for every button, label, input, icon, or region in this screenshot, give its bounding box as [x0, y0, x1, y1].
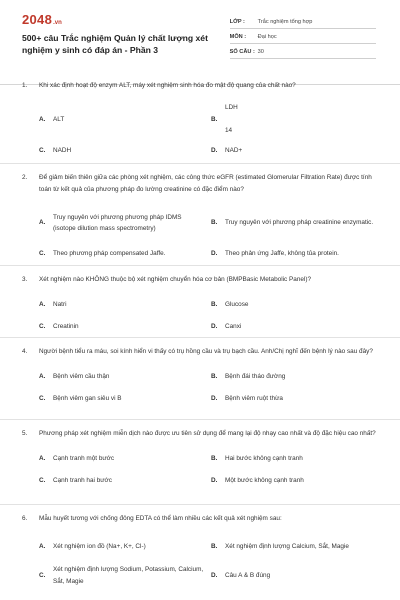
option-text: Bệnh đái tháo đường [225, 372, 286, 380]
option-text: Xét nghiệm ion đồ (Na+, K+, Cl-) [53, 542, 146, 550]
answer-option[interactable] [39, 203, 211, 243]
answer-option[interactable] [211, 388, 383, 410]
option-text: Bệnh viêm cầu thận [53, 372, 110, 380]
option-text: Hai bước không cạnh tranh [225, 454, 303, 462]
answer-option[interactable] [39, 470, 211, 492]
answer-option[interactable] [211, 100, 383, 140]
option-text: LDH 14 [225, 104, 238, 135]
question-header [22, 274, 378, 286]
meta-value: 30 [257, 49, 264, 55]
option-text: Xét nghiệm định lượng Sodium, Potassium, Calcium, Sắt, Magie [53, 566, 204, 585]
question-number: 4. [22, 348, 28, 355]
option-letter: D. [211, 476, 218, 484]
answer-option[interactable] [211, 203, 383, 243]
brand-block [22, 12, 230, 68]
option-text: Bệnh viêm ruột thừa [225, 394, 283, 402]
question-item [22, 513, 378, 591]
option-text: Cạnh tranh hai bước [53, 476, 112, 484]
option-letter: B. [211, 219, 218, 227]
answer-options [39, 366, 378, 410]
question-header [22, 428, 378, 440]
meta-label: MÔN : [229, 34, 247, 40]
document-title: 500+ câu Trắc nghiệm Quản lý chất lượng xét nghiệm y sinh có đáp án - Phần 3 [22, 33, 208, 55]
question-number: 6. [22, 515, 28, 522]
question-text: Xét nghiệm nào KHÔNG thuộc bộ xét nghiệm chuyển hóa cơ bản (BMPBasic Metabolic Panel)? [39, 276, 312, 283]
option-letter: A. [39, 300, 46, 308]
question-divider [0, 163, 400, 164]
option-text: Canxi [225, 322, 242, 330]
option-text: Một bước không cạnh tranh [225, 476, 304, 484]
answer-option[interactable] [211, 561, 383, 591]
option-text: Bệnh viêm gan siêu vi B [53, 394, 122, 402]
option-letter: D. [211, 322, 218, 330]
option-letter: A. [39, 542, 46, 550]
option-letter: C. [39, 394, 46, 402]
option-text: Truy nguyên với phương pháp creatinine enzymatic. [225, 219, 374, 227]
option-letter: A. [39, 219, 46, 227]
meta-row-class [230, 14, 376, 29]
logo-main-text: 2048 [22, 12, 53, 27]
logo-domain-text: .vn [53, 20, 62, 26]
question-divider [0, 265, 400, 266]
question-divider [0, 419, 400, 420]
question-header [22, 346, 378, 358]
option-text: Natri [53, 300, 67, 308]
answer-option[interactable] [211, 294, 383, 316]
meta-label: LỚP : [229, 19, 245, 25]
answer-option[interactable] [211, 366, 383, 388]
meta-row-subject [230, 29, 376, 44]
option-text: Theo phản ứng Jaffe, không tủa protein. [225, 250, 339, 258]
answer-options [39, 448, 378, 492]
option-letter: D. [211, 146, 218, 154]
answer-option[interactable] [39, 100, 211, 140]
option-text: Truy nguyên với phương phương pháp IDMS (isotope dilution mass spectrometry) [53, 213, 182, 233]
answer-option[interactable] [39, 294, 211, 316]
option-letter: C. [39, 571, 46, 579]
question-number: 2. [22, 174, 28, 181]
option-text: Creatinin [53, 322, 79, 330]
option-letter: D. [211, 250, 218, 258]
option-text: ALT [53, 115, 65, 123]
question-text: Để giảm biến thiên giữa các phòng xét nghiệm, các công thức eGFR (estimated Glomerular Filtration Rate) được tính toán từ kết quả của phương pháp đo lường creatinine có đặc điểm nào? [39, 174, 372, 193]
question-number: 1. [22, 82, 28, 89]
meta-label: SỐ CÂU : [229, 49, 255, 55]
question-header [22, 80, 378, 92]
answer-option[interactable] [211, 470, 383, 492]
meta-value: Đại học [257, 34, 277, 40]
site-logo[interactable] [22, 12, 230, 28]
answer-option[interactable] [211, 140, 383, 162]
answer-option[interactable] [211, 243, 383, 265]
option-letter: C. [39, 476, 46, 484]
answer-options [39, 100, 378, 162]
option-text: Cạnh tranh một bước [53, 454, 115, 462]
answer-options [39, 294, 378, 338]
question-divider [0, 337, 400, 338]
option-text: Câu A & B đúng [225, 571, 271, 579]
answer-option[interactable] [39, 533, 211, 561]
answer-option[interactable] [39, 140, 211, 162]
option-letter: A. [39, 454, 46, 462]
question-text: Khi xác định hoạt độ enzym ALT, máy xét nghiệm sinh hóa đo mật độ quang của chất nào? [39, 82, 296, 89]
question-text: Mẫu huyết tương với chống đông EDTA có thể làm nhiều các kết quả xét nghiệm sau: [39, 515, 282, 522]
question-number: 3. [22, 276, 28, 283]
answer-option[interactable] [211, 316, 383, 338]
question-item [22, 274, 378, 338]
question-divider [0, 504, 400, 505]
option-letter: B. [211, 372, 218, 380]
option-text: Xét nghiệm định lượng Calcium, Sắt, Magie [225, 542, 349, 550]
question-number: 5. [22, 430, 28, 437]
question-item [22, 172, 378, 265]
answer-option[interactable] [39, 366, 211, 388]
question-text: Phương pháp xét nghiệm miễn dịch nào được ưu tiên sử dụng để mang lại độ nhạy cao nhất và độ đặc hiệu cao nhất? [39, 430, 376, 437]
answer-option[interactable] [39, 388, 211, 410]
answer-options [39, 533, 378, 591]
document-header [22, 12, 376, 68]
question-item [22, 428, 378, 492]
question-item [22, 346, 378, 410]
answer-option[interactable] [211, 533, 383, 561]
option-letter: B. [211, 454, 218, 462]
option-letter: A. [39, 372, 46, 380]
option-letter: D. [211, 571, 218, 579]
option-text: NADH [53, 146, 72, 154]
answer-option[interactable] [211, 448, 383, 470]
question-text: Người bệnh tiểu ra máu, soi kính hiển vi thấy có trụ hồng cầu và trụ bạch cầu. Anh/Chị nghĩ đến bệnh lý nào sau đây? [39, 348, 373, 355]
meta-row-question-count [230, 44, 376, 59]
question-header [22, 172, 378, 195]
option-text: NAD+ [225, 146, 243, 154]
answer-option[interactable] [39, 243, 211, 265]
meta-value: Trắc nghiệm tổng hợp [257, 19, 313, 25]
option-letter: C. [39, 146, 46, 154]
question-item [22, 80, 378, 162]
option-letter: A. [39, 115, 46, 123]
option-letter: B. [211, 115, 218, 123]
option-text: Theo phương pháp compensated Jaffe. [53, 250, 166, 258]
option-text: Glucose [225, 300, 249, 308]
option-letter: B. [211, 300, 218, 308]
meta-info-table [230, 14, 376, 68]
answer-option[interactable] [39, 448, 211, 470]
option-letter: C. [39, 250, 46, 258]
question-header [22, 513, 378, 525]
option-letter: D. [211, 394, 218, 402]
answer-options [39, 203, 378, 265]
answer-option[interactable] [39, 316, 211, 338]
option-letter: C. [39, 322, 46, 330]
answer-option[interactable] [39, 561, 211, 591]
option-letter: B. [211, 542, 218, 550]
